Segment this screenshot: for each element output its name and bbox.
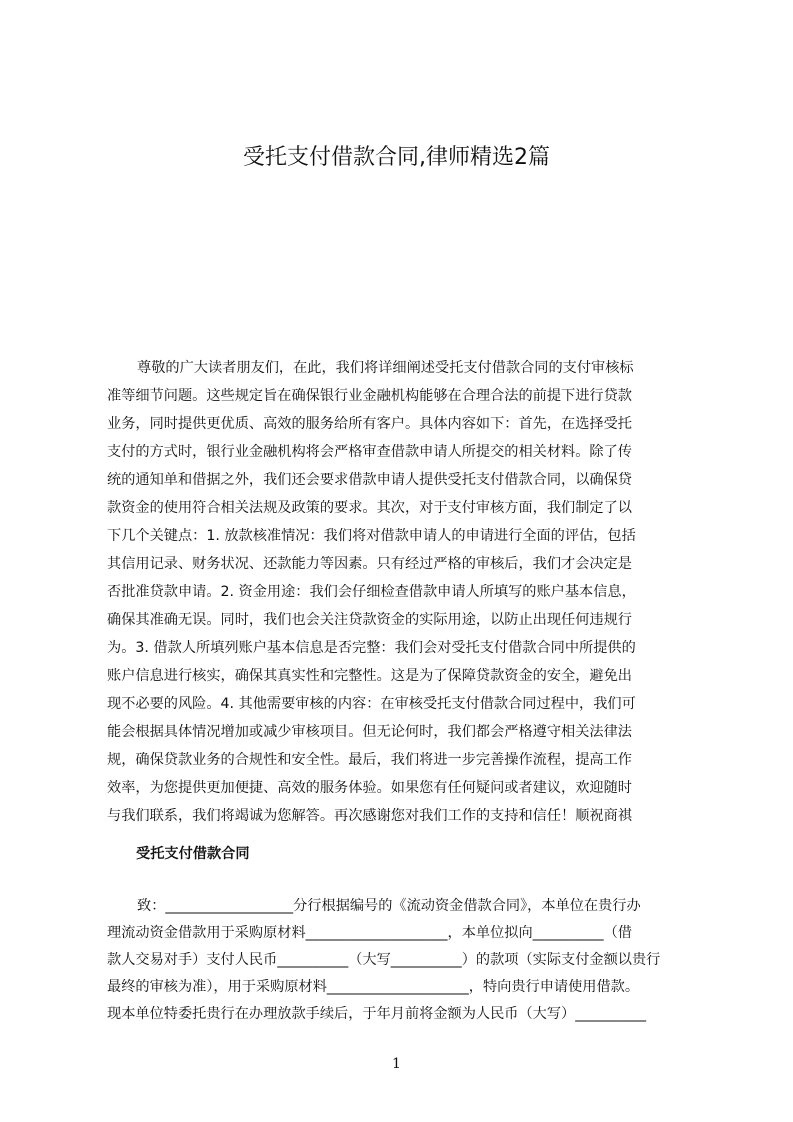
contract-paragraph-line: 最终的审核为准），用于采购原材料____________________，特向贵行申请使用借款。 bbox=[107, 979, 640, 995]
contract-paragraph-line: 现本单位特委托贵行在办理放款手续后，于年月前将金额为人民币（大写）__________ bbox=[107, 1006, 647, 1022]
intro-paragraph-line: 否批准贷款申请。2. 资金用途：我们会仔细检查借款申请人所填写的账户基本信息， bbox=[107, 584, 636, 600]
contract-paragraph-line: 致：__________________分行根据编号的《流动资金借款合同》，本单位在贵行办 bbox=[137, 898, 641, 914]
intro-paragraph-line: 效率，为您提供更加便捷、高效的服务体验。如果您有任何疑问或者建议，欢迎随时 bbox=[107, 780, 632, 796]
page-number: 1 bbox=[392, 1056, 401, 1072]
intro-paragraph-line: 支付的方式时，银行业金融机构将会严格审查借款申请人所提交的相关材料。除了传 bbox=[107, 444, 632, 460]
intro-paragraph-line: 款资金的使用符合相关法规及政策的要求。其次，对于支付审核方面，我们制定了以 bbox=[107, 500, 632, 516]
intro-paragraph-line: 业务，同时提供更优质、高效的服务给所有客户。具体内容如下：首先，在选择受托 bbox=[107, 416, 632, 432]
contract-paragraph-line: 理流动资金借款用于采购原材料____________________，本单位拟向__________（借 bbox=[107, 925, 632, 941]
intro-paragraph-line: 统的通知单和借据之外，我们还会要求借款申请人提供受托支付借款合同，以确保贷 bbox=[107, 472, 632, 488]
intro-paragraph-line: 准等细节问题。这些规定旨在确保银行业金融机构能够在合理合法的前提下进行贷款 bbox=[107, 388, 632, 404]
document-title: 受托支付借款合同,律师精选2篇 bbox=[243, 145, 550, 170]
intro-paragraph-line: 确保其准确无误。同时，我们也会关注贷款资金的实际用途，以防止出现任何违规行 bbox=[107, 612, 632, 628]
intro-paragraph-line: 尊敬的广大读者朋友们，在此，我们将详细阐述受托支付借款合同的支付审核标 bbox=[137, 360, 634, 376]
intro-paragraph-line: 为。3. 借款人所填列账户基本信息是否完整：我们会对受托支付借款合同中所提供的 bbox=[107, 640, 636, 656]
intro-paragraph-line: 账户信息进行核实，确保其真实性和完整性。这是为了保障贷款资金的安全，避免出 bbox=[107, 668, 632, 684]
intro-paragraph-line: 现不必要的风险。4. 其他需要审核的内容：在审核受托支付借款合同过程中，我们可 bbox=[107, 696, 636, 712]
section-title: 受托支付借款合同 bbox=[136, 846, 250, 862]
intro-paragraph-line: 其信用记录、财务状况、还款能力等因素。只有经过严格的审核后，我们才会决定是 bbox=[107, 556, 632, 572]
intro-paragraph-line: 能会根据具体情况增加或减少审核项目。但无论何时，我们都会严格遵守相关法律法 bbox=[107, 724, 632, 740]
intro-paragraph-line: 与我们联系，我们将竭诚为您解答。再次感谢您对我们工作的支持和信任！顺祝商祺 bbox=[107, 808, 632, 824]
contract-paragraph-line: 款人交易对手）支付人民币__________（大写__________）的款项（实际支付金额以贵行 bbox=[107, 952, 661, 968]
intro-paragraph-line: 下几个关键点：1. 放款核准情况：我们将对借款申请人的申请进行全面的评估，包括 bbox=[107, 528, 636, 544]
intro-paragraph-line: 规，确保贷款业务的合规性和安全性。最后，我们将进一步完善操作流程，提高工作 bbox=[107, 752, 632, 768]
